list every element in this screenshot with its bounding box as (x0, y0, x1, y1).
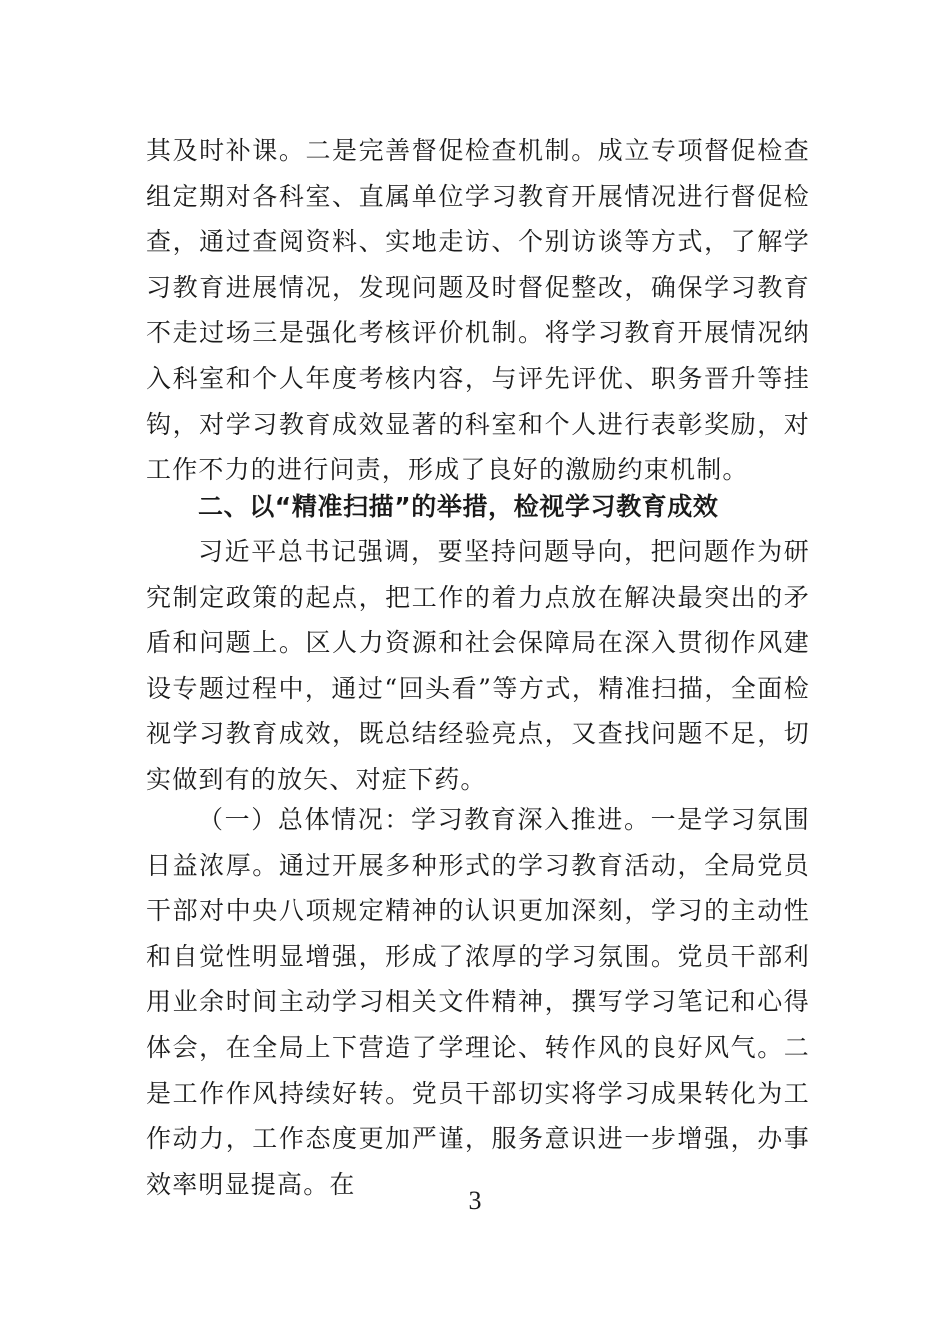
section-heading: 二、以“精准扫描”的举措，检视学习教育成效 (198, 492, 719, 521)
body-text-middle (146, 529, 810, 803)
section-intro-paragraph: 习近平总书记强调，要坚持问题导向，把问题作为研究制定政策的起点，把工作的着力点放在解决最突出的矛盾和问题上。区人力资源和社会保障局在深入贯彻作风建设专题过程中，通过“回头看”等方式，精准扫描，全面检视学习教育成效，既总结经验亮点，又查找问题不足，切实做到有的放矢、对症下药。 (146, 537, 810, 794)
body-text-bottom (146, 797, 810, 1207)
body-text-top (146, 128, 810, 493)
continuation-paragraph: 其及时补课。二是完善督促检查机制。成立专项督促检查组定期对各科室、直属单位学习教育开展情况进行督促检查，通过查阅资料、实地走访、个别访谈等方式，了解学习教育进展情况，发现问题及时督促整改，确保学习教育不走过场三是强化考核评价机制。将学习教育开展情况纳入科室和个人年度考核内容，与评先评优、职务晋升等挂钩，对学习教育成效显著的科室和个人进行表彰奖励，对工作不力的进行问责，形成了良好的激励约束机制。 (146, 136, 810, 485)
page-number: 3 (468, 1186, 482, 1215)
subsection-paragraph: （一）总体情况：学习教育深入推进。一是学习氛围日益浓厚。通过开展多种形式的学习教育活动，全局党员干部对中央八项规定精神的认识更加深刻，学习的主动性和自觉性明显增强，形成了浓厚的学习氛围。党员干部利用业余时间主动学习相关文件精神，撰写学习笔记和心得体会，在全局上下营造了学理论、转作风的良好风气。二是工作作风持续好转。党员干部切实将学习成果转化为工作动力，工作态度更加严谨，服务意识进一步增强，办事效率明显提高。在 (146, 805, 810, 1199)
